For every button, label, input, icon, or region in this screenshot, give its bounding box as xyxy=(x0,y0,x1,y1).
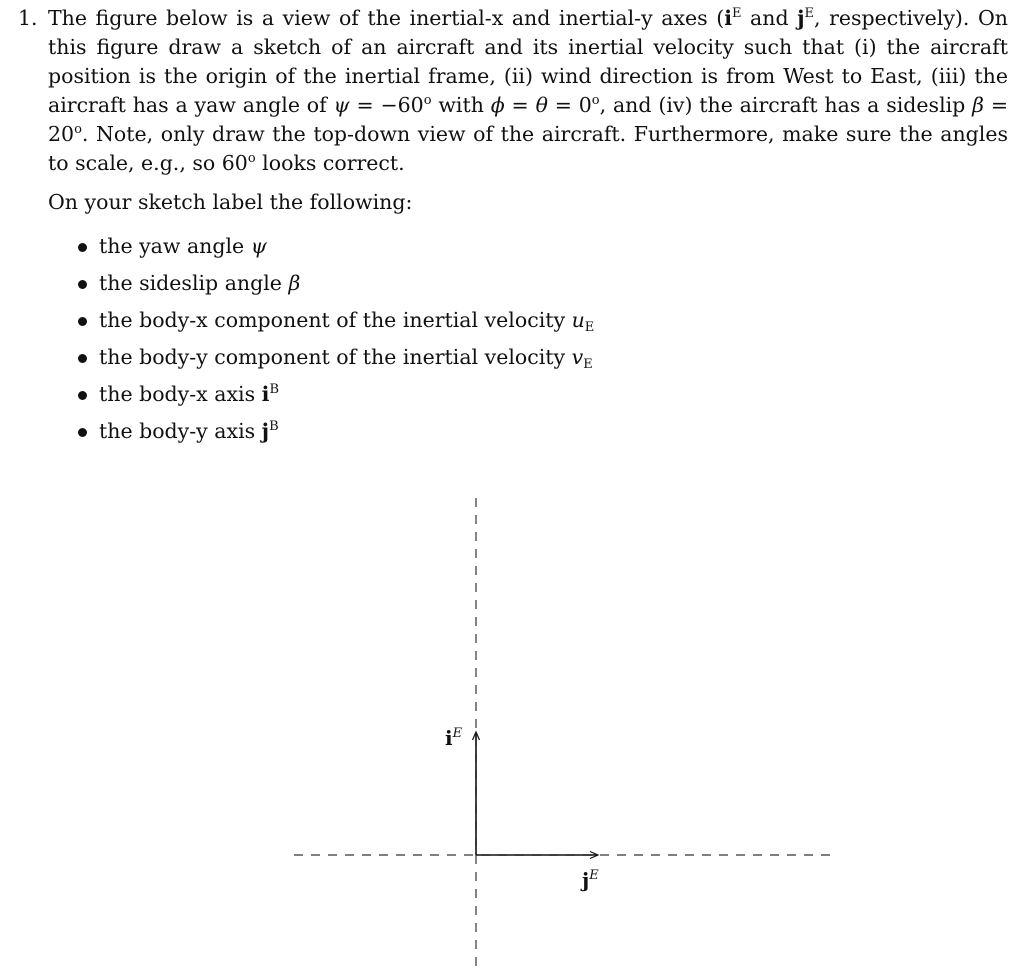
inertial-y-label: $j^E$ xyxy=(582,868,599,892)
text-segment: the body-x component of the inertial velocity xyxy=(99,308,572,332)
text-segment: looks correct. xyxy=(255,151,405,175)
text-segment: The figure below is a view of the inertial-x and inertial-y axes ( xyxy=(48,6,725,30)
text-segment: ψ xyxy=(333,93,350,117)
text-segment: B xyxy=(269,419,279,434)
text-segment: j xyxy=(797,6,805,30)
text-segment: with xyxy=(431,93,491,117)
text-segment: the sideslip angle xyxy=(99,271,289,295)
text-segment: E xyxy=(732,6,742,21)
text-segment: = xyxy=(504,93,536,117)
label-instructions: On your sketch label the following: xyxy=(48,190,413,214)
text-segment: = 0 xyxy=(547,93,592,117)
inertial-x-label: $i^E$ xyxy=(445,726,463,750)
text-segment: and xyxy=(741,6,798,30)
text-segment: o xyxy=(423,93,432,108)
text-segment: v xyxy=(571,345,584,369)
text-segment: E xyxy=(804,6,815,21)
text-segment: = 20 xyxy=(48,93,1009,146)
text-segment: = −60 xyxy=(349,93,424,117)
text-segment: B xyxy=(269,382,279,397)
text-segment: . Note, only draw the top-down view of the aircraft. Furthermore, make sure the angles to scale, e.g., so 60 xyxy=(48,122,1008,175)
text-segment: i xyxy=(261,382,270,406)
text-segment: i xyxy=(724,6,732,30)
text-segment: o xyxy=(247,151,256,166)
text-segment: , and (iv) the aircraft has a sideslip xyxy=(599,93,973,117)
text-segment: β xyxy=(972,93,984,117)
text-segment: the body-y axis xyxy=(99,419,262,443)
text-segment: j xyxy=(261,419,270,443)
text-segment: β xyxy=(288,271,301,295)
text-segment: the body-y component of the inertial velocity xyxy=(99,345,572,369)
text-segment: θ xyxy=(535,93,548,117)
text-segment: u xyxy=(571,308,585,332)
text-segment: , respectively). On this figure draw a sketch of an aircraft and its inertial velocity such that (i) the aircraft position is the origin of the inertial frame, (ii) wind direction is from West to East, (iii) the aircraft has a yaw angle of xyxy=(48,6,1008,117)
text-segment: E xyxy=(584,320,595,335)
text-segment: the body-x axis xyxy=(99,382,262,406)
text-segment: E xyxy=(583,357,593,372)
problem-number: 1. xyxy=(18,6,38,30)
text-segment: ψ xyxy=(250,234,267,258)
text-segment: o xyxy=(591,93,600,108)
text-segment: o xyxy=(74,122,82,137)
text-segment: the yaw angle xyxy=(99,234,251,258)
text-segment: ϕ xyxy=(490,93,505,117)
